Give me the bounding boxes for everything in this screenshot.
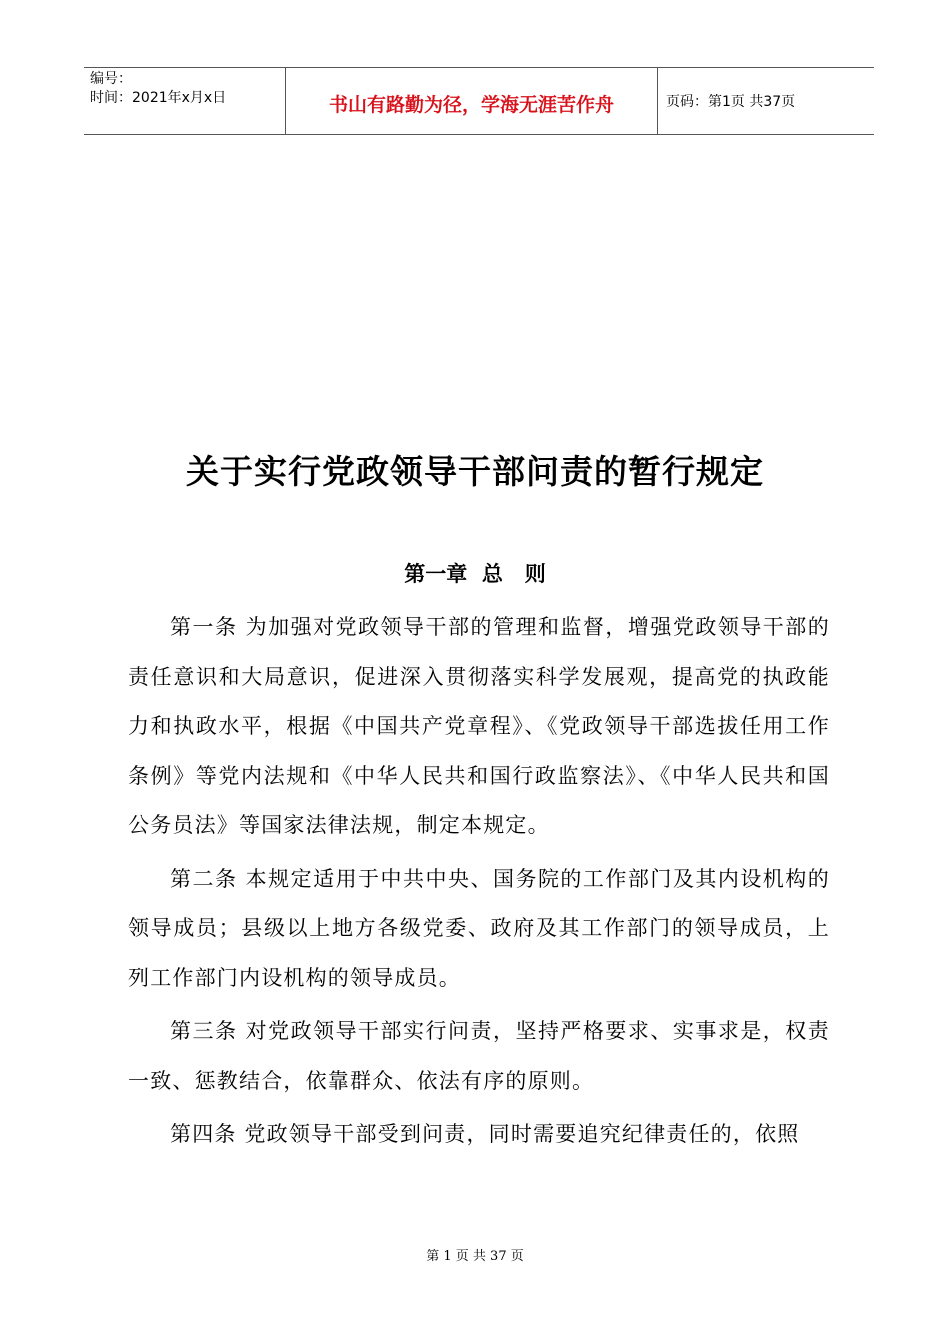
header-motto: 书山有路勤为径，学海无涯苦作舟 xyxy=(286,68,658,134)
page-footer: 第 1 页 共 37 页 xyxy=(426,1249,524,1264)
document-body xyxy=(128,603,830,1164)
number-label: 编号： xyxy=(90,71,132,87)
page-header xyxy=(84,67,874,135)
article-paragraph: 第二条 本规定适用于中共中央、国务院的工作部门及其内设机构的领导成员；县级以上地方各级党委、政府及其工作部门的领导成员，上列工作部门内设机构的领导成员。 xyxy=(128,866,830,990)
header-page-info: 页码：第1页 共37页 xyxy=(666,94,796,110)
header-meta xyxy=(84,68,286,134)
chapter-heading: 第一章 总 则 xyxy=(404,562,546,586)
article-paragraph: 第四条 党政领导干部受到问责，同时需要追究纪律责任的，依照 xyxy=(170,1122,800,1146)
time-label: 时间：2021年x月x日 xyxy=(90,90,227,106)
article-paragraph: 第一条 为加强对党政领导干部的管理和监督，增强党政领导干部的责任意识和大局意识，促进深入贯彻落实科学发展观，提高党的执政能力和执政水平，根据《中国共产党章程》、《党政领导干部选拔任用工作条例》等党内法规和《中华人民共和国行政监察法》、《中华人民共和国公务员法》等国家法律法规，制定本规定。 xyxy=(128,615,830,837)
document-title: 关于实行党政领导干部问责的暂行规定 xyxy=(186,452,764,491)
article-paragraph: 第三条 对党政领导干部实行问责，坚持严格要求、实事求是，权责一致、惩教结合，依靠群众、依法有序的原则。 xyxy=(128,1019,830,1093)
